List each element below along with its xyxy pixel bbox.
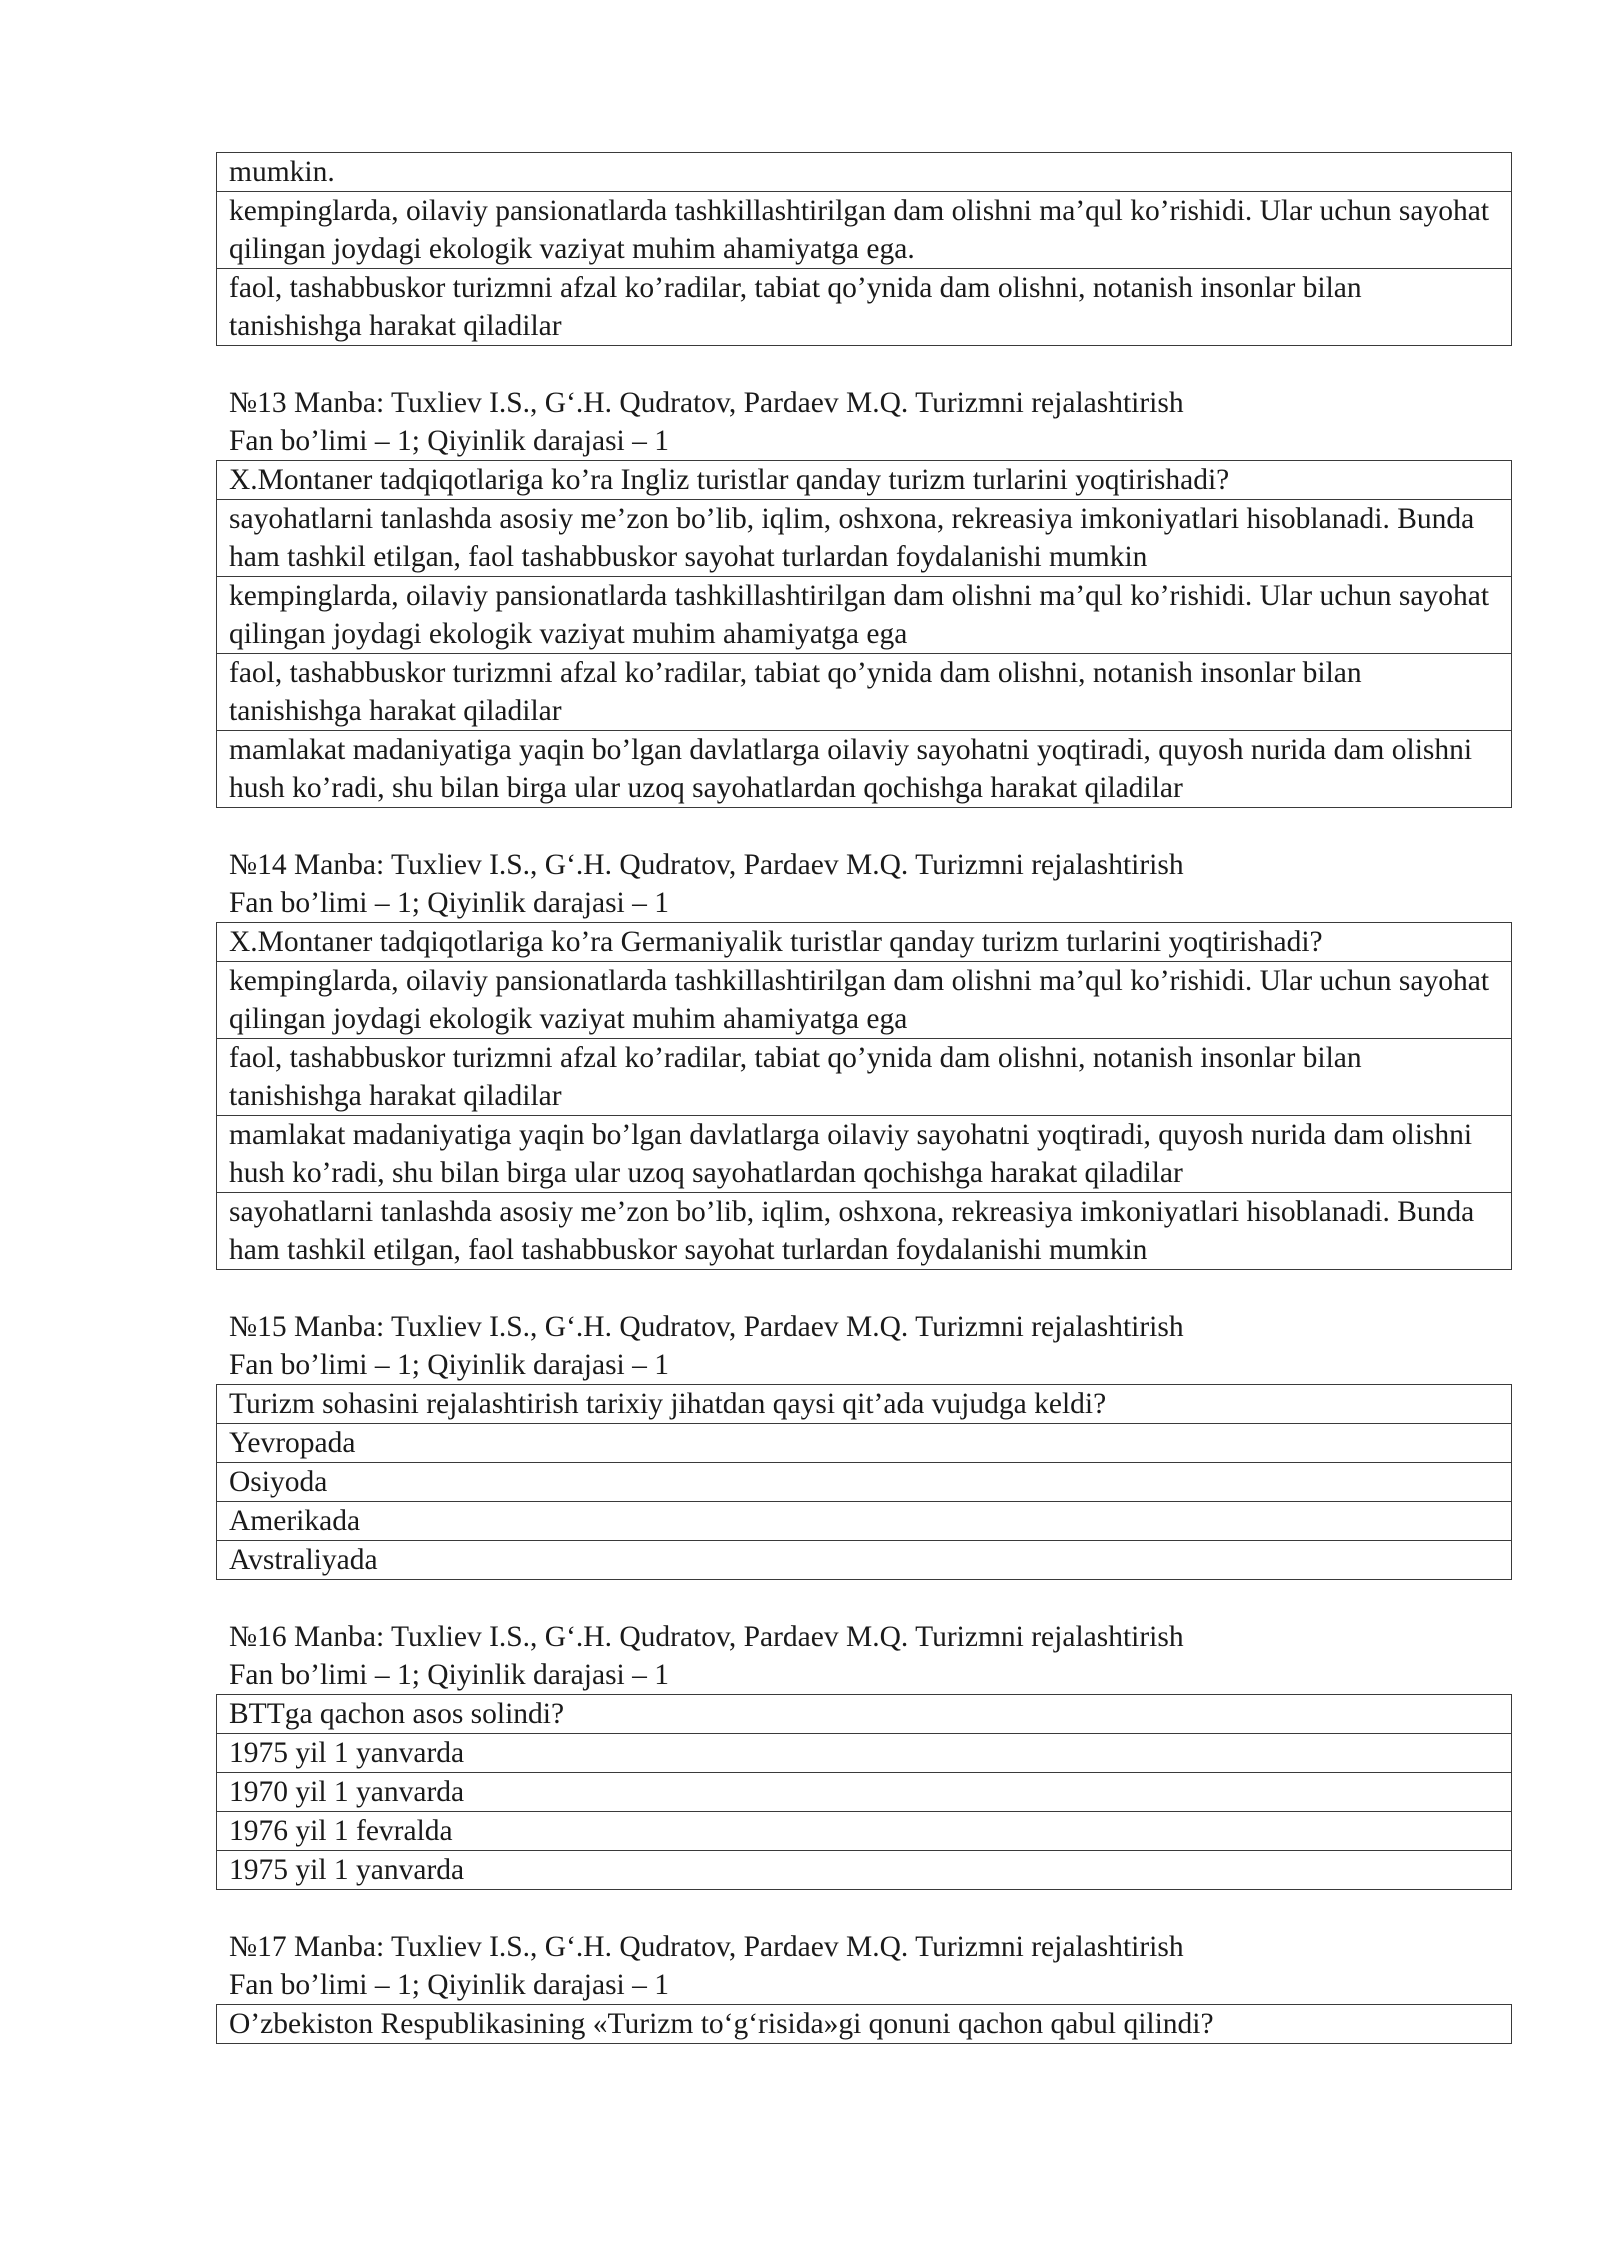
option-cell: Avstraliyada <box>217 1541 1512 1580</box>
question-source: №17 Manba: Tuxliev I.S., G‘.H. Qudratov, Pardaev M.Q. Turizmni rejalashtirish <box>229 1931 1184 1963</box>
question-text: BTTga qachon asos solindi? <box>217 1695 1512 1734</box>
option-cell: mumkin. <box>217 153 1512 192</box>
option-cell: Yevropada <box>217 1424 1512 1463</box>
question-meta: Fan bo’limi – 1; Qiyinlik darajasi – 1 <box>229 425 669 457</box>
question-text: Turizm sohasini rejalashtirish tarixiy jihatdan qaysi qit’ada vujudga keldi? <box>217 1385 1512 1424</box>
option-cell: Amerikada <box>217 1502 1512 1541</box>
continuation-table <box>216 152 1512 346</box>
question-table <box>216 922 1512 1270</box>
question-header <box>216 1308 1512 1384</box>
option-cell: 1976 yil 1 fevralda <box>217 1812 1512 1851</box>
option-cell: faol, tashabbuskor turizmni afzal ko’radilar, tabiat qo’ynida dam olishni, notanish insonlar bilan tanishishga harakat qiladilar <box>217 654 1512 731</box>
option-cell: faol, tashabbuskor turizmni afzal ko’radilar, tabiat qo’ynida dam olishni, notanish insonlar bilan tanishishga harakat qiladilar <box>217 269 1512 346</box>
question-meta: Fan bo’limi – 1; Qiyinlik darajasi – 1 <box>229 1969 669 2001</box>
question-header <box>216 846 1512 922</box>
question-table <box>216 2004 1512 2044</box>
option-cell: sayohatlarni tanlashda asosiy me’zon bo’lib, iqlim, oshxona, rekreasiya imkoniyatlari hisoblanadi. Bunda ham tashkil etilgan, faol tashabbuskor sayohat turlardan foydalanishi mumkin <box>217 1193 1512 1270</box>
option-cell: kempinglarda, oilaviy pansionatlarda tashkillashtirilgan dam olishni ma’qul ko’rishidi. Ular uchun sayohat qilingan joydagi ekologik vaziyat muhim ahamiyatga ega <box>217 962 1512 1039</box>
option-cell: Osiyoda <box>217 1463 1512 1502</box>
question-meta: Fan bo’limi – 1; Qiyinlik darajasi – 1 <box>229 1349 669 1381</box>
question-source: №14 Manba: Tuxliev I.S., G‘.H. Qudratov, Pardaev M.Q. Turizmni rejalashtirish <box>229 849 1184 881</box>
question-text: X.Montaner tadqiqotlariga ko’ra Ingliz turistlar qanday turizm turlarini yoqtirishadi? <box>217 461 1512 500</box>
option-cell: faol, tashabbuskor turizmni afzal ko’radilar, tabiat qo’ynida dam olishni, notanish insonlar bilan tanishishga harakat qiladilar <box>217 1039 1512 1116</box>
question-table <box>216 460 1512 808</box>
question-meta: Fan bo’limi – 1; Qiyinlik darajasi – 1 <box>229 887 669 919</box>
option-cell: 1975 yil 1 yanvarda <box>217 1734 1512 1773</box>
question-text: O’zbekiston Respublikasining «Turizm to‘g‘risida»gi qonuni qachon qabul qilindi? <box>217 2005 1512 2044</box>
option-cell: kempinglarda, oilaviy pansionatlarda tashkillashtirilgan dam olishni ma’qul ko’rishidi. Ular uchun sayohat qilingan joydagi ekologik vaziyat muhim ahamiyatga ega <box>217 577 1512 654</box>
question-header <box>216 1618 1512 1694</box>
option-cell: 1970 yil 1 yanvarda <box>217 1773 1512 1812</box>
question-header <box>216 384 1512 460</box>
question-table <box>216 1384 1512 1580</box>
question-source: №15 Manba: Tuxliev I.S., G‘.H. Qudratov, Pardaev M.Q. Turizmni rejalashtirish <box>229 1311 1184 1343</box>
document-page <box>216 152 1512 2044</box>
option-cell: 1975 yil 1 yanvarda <box>217 1851 1512 1890</box>
question-meta: Fan bo’limi – 1; Qiyinlik darajasi – 1 <box>229 1659 669 1691</box>
option-cell: mamlakat madaniyatiga yaqin bo’lgan davlatlarga oilaviy sayohatni yoqtiradi, quyosh nurida dam olishni hush ko’radi, shu bilan birga ular uzoq sayohatlardan qochishga harakat qiladilar <box>217 1116 1512 1193</box>
option-cell: mamlakat madaniyatiga yaqin bo’lgan davlatlarga oilaviy sayohatni yoqtiradi, quyosh nurida dam olishni hush ko’radi, shu bilan birga ular uzoq sayohatlardan qochishga harakat qiladilar <box>217 731 1512 808</box>
question-table <box>216 1694 1512 1890</box>
question-text: X.Montaner tadqiqotlariga ko’ra Germaniyalik turistlar qanday turizm turlarini yoqtirishadi? <box>217 923 1512 962</box>
question-source: №13 Manba: Tuxliev I.S., G‘.H. Qudratov, Pardaev M.Q. Turizmni rejalashtirish <box>229 387 1184 419</box>
question-header <box>216 1928 1512 2004</box>
option-cell: kempinglarda, oilaviy pansionatlarda tashkillashtirilgan dam olishni ma’qul ko’rishidi. Ular uchun sayohat qilingan joydagi ekologik vaziyat muhim ahamiyatga ega. <box>217 192 1512 269</box>
question-source: №16 Manba: Tuxliev I.S., G‘.H. Qudratov, Pardaev M.Q. Turizmni rejalashtirish <box>229 1621 1184 1653</box>
option-cell: sayohatlarni tanlashda asosiy me’zon bo’lib, iqlim, oshxona, rekreasiya imkoniyatlari hisoblanadi. Bunda ham tashkil etilgan, faol tashabbuskor sayohat turlardan foydalanishi mumkin <box>217 500 1512 577</box>
